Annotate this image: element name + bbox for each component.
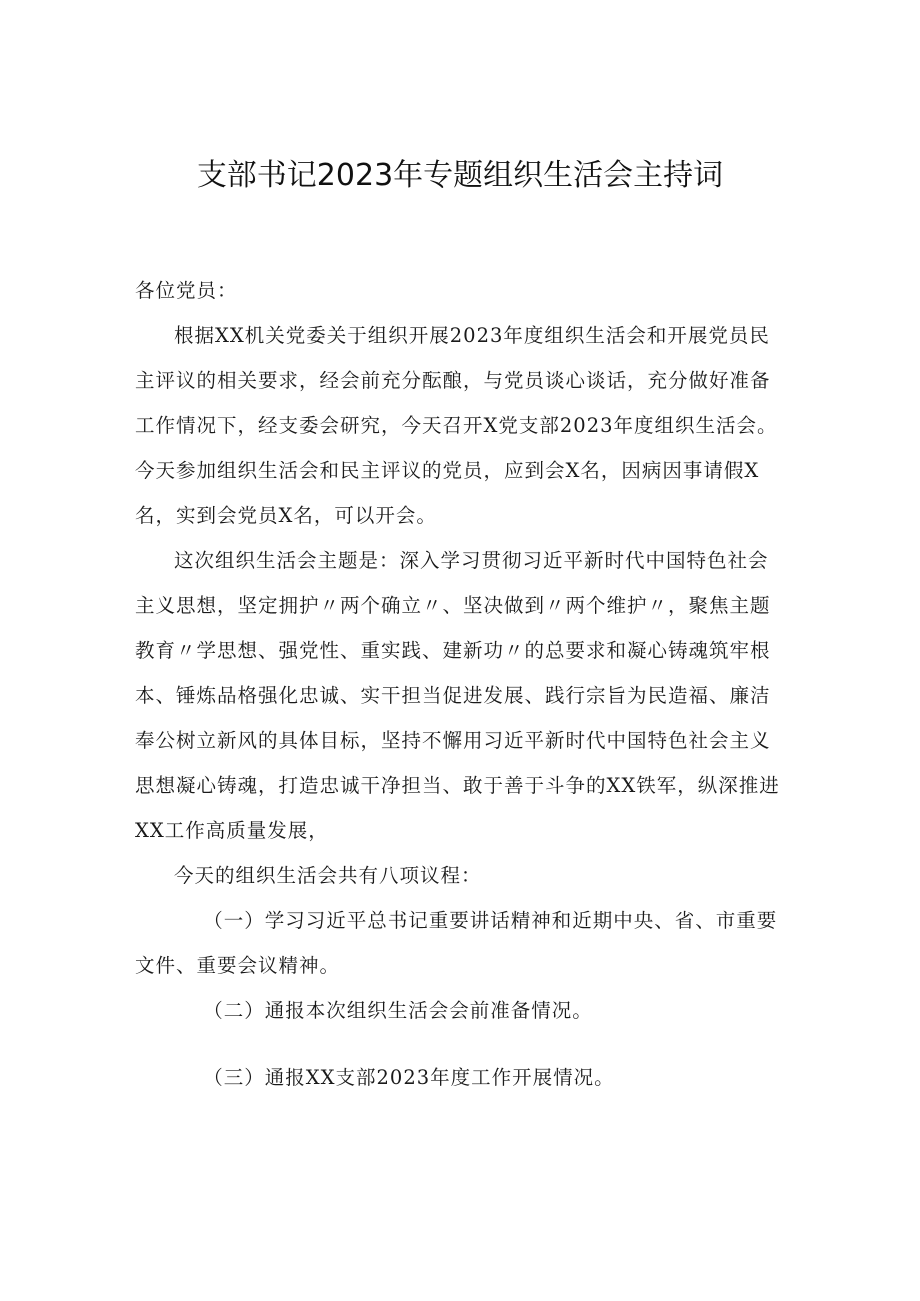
agenda-item-1: （一）学习习近平总书记重要讲话精神和近期中央、省、市重要文件、重要会议精神。 <box>135 909 778 977</box>
agenda-item-2: （二）通报本次组织生活会会前准备情况。 <box>203 999 593 1022</box>
paragraph-agenda-intro: 今天的组织生活会共有八项议程： <box>174 864 482 887</box>
paragraph-theme: 这次组织生活会主题是：深入学习贯彻习近平新时代中国特色社会主义思想，坚定拥护〃两个确立〃、坚决做到〃两个维护〃，聚焦主题教育〃学思想、强党性、重实践、建新功〃的总要求和凝心铸魂筑牢根本、锤炼品格强化忠诚、实干担当促进发展、践行宗旨为民造福、廉洁奉公树立新风的具体目标，坚持不懈用习近平新时代中国特色社会主义思想凝心铸魂，打造忠诚干净担当、敢于善于斗争的XX铁军，纵深推进XX工作高质量发展， <box>135 549 780 842</box>
salutation: 各位党员： <box>135 279 238 302</box>
document-body <box>135 268 787 1100</box>
document-title: 支部书记2023年专题组织生活会主持词 <box>196 158 724 193</box>
paragraph-opening: 根据XX机关党委关于组织开展2023年度组织生活会和开展党员民主评议的相关要求，经会前充分酝酿，与党员谈心谈话，充分做好准备工作情况下，经支委会研究，今天召开X党支部2023年度组织生活会。今天参加组织生活会和民主评议的党员，应到会X名，因病因事请假X名，实到会党员X名，可以开会。 <box>135 324 778 527</box>
agenda-item-3: （三）通报XX支部2023年度工作开展情况。 <box>203 1066 615 1089</box>
